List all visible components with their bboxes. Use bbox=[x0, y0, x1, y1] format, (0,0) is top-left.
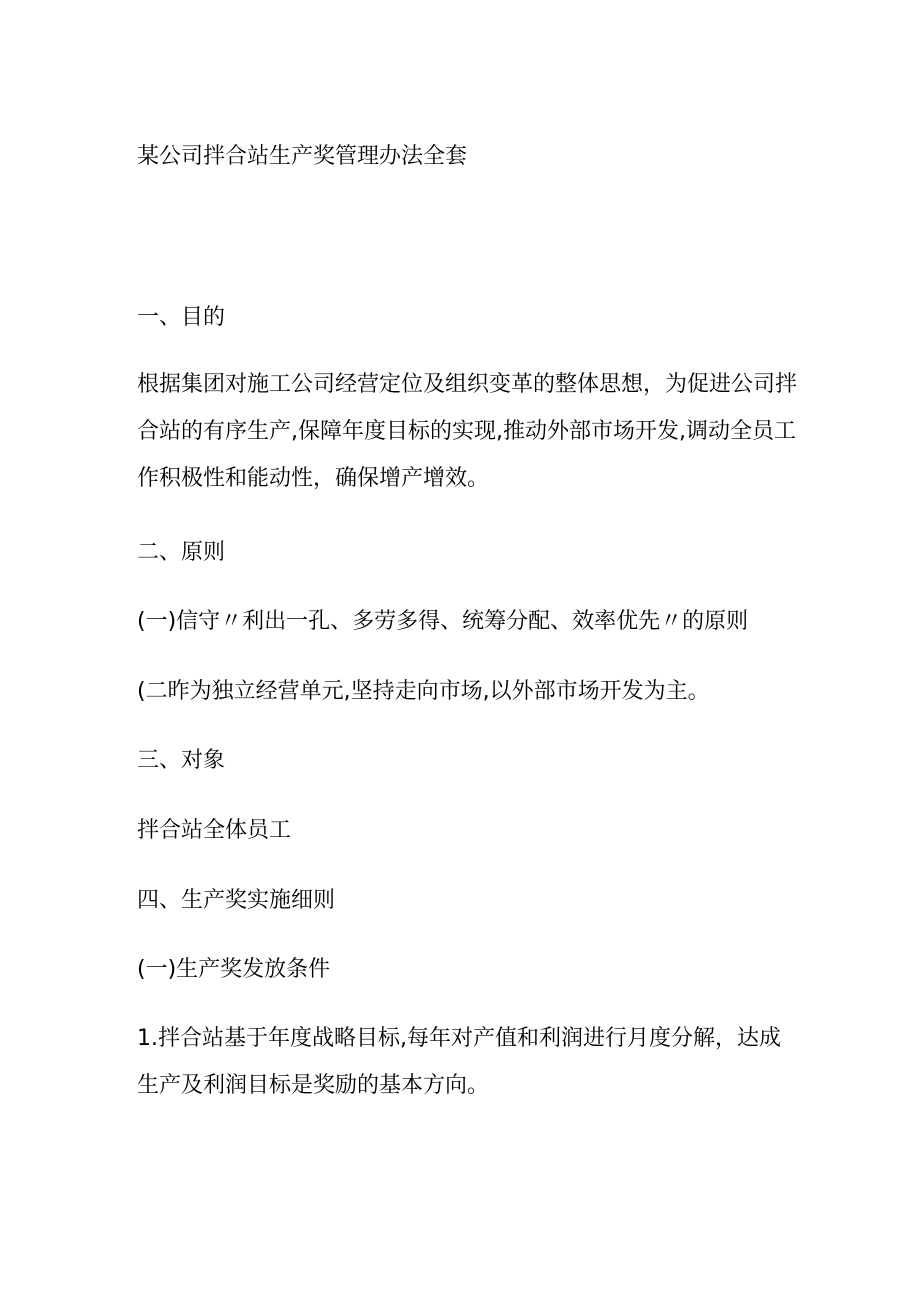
section-heading-rules: 四、生产奖实施细则 bbox=[137, 888, 336, 913]
purpose-paragraph bbox=[137, 361, 797, 502]
condition-item-1 bbox=[137, 1015, 797, 1109]
section-heading-purpose: 一、目的 bbox=[137, 305, 226, 330]
purpose-line-3: 作积极性和能动性，确保增产增效。 bbox=[137, 466, 490, 491]
section-heading-principles: 二、原则 bbox=[137, 540, 226, 565]
purpose-line-1: 根据集团对施工公司经营定位及组织变革的整体思想，为促进公司拌 bbox=[137, 372, 798, 397]
target-text: 拌合站全体员工 bbox=[137, 818, 292, 843]
document-title: 某公司拌合站生产奖管理办法全套 bbox=[137, 144, 468, 169]
principle-item-2: (二昨为独立经营单元,坚持走向市场,以外部市场开发为主。 bbox=[137, 679, 710, 704]
subsection-heading-conditions: (一)生产奖发放条件 bbox=[137, 957, 331, 982]
condition-item-1-line-2: 生产及利润目标是奖励的基本方向。 bbox=[137, 1073, 490, 1098]
section-heading-target: 三、对象 bbox=[137, 748, 226, 773]
condition-item-1-line-1: 1.拌合站基于年度战略目标,每年对产值和利润进行月度分解，达成 bbox=[137, 1026, 781, 1051]
principle-item-1: (一)信守〃利出一孔、多劳多得、统筹分配、效率优先〃的原则 bbox=[137, 609, 749, 634]
purpose-line-2: 合站的有序生产,保障年度目标的实现,推动外部市场开发,调动全员工 bbox=[137, 419, 796, 444]
